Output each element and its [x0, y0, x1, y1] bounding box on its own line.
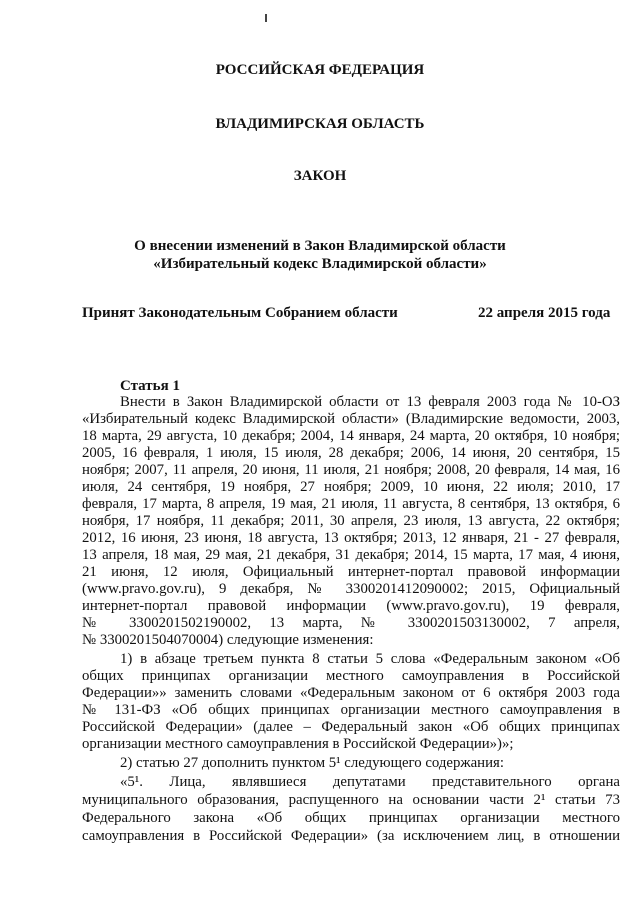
text-line: Российской Федерации» (далее – Федеральный закон «Об общих принципах — [82, 719, 620, 735]
article-heading: Статья 1 — [120, 378, 180, 394]
text-line: июля, 24 сентября, 19 ноября, 27 ноября; 2009, 10 июня, 22 июля; 2010, 17 — [82, 479, 620, 495]
text-line: № 3300201502190002, 13 марта, № 3300201503130002, 7 апреля, — [82, 615, 620, 631]
text-line: 1) в абзаце третьем пункта 8 статьи 5 слова «Федеральным законом «Об — [120, 651, 620, 667]
text-line: 2012, 16 июня, 23 июня, 18 августа, 13 октября; 2013, 12 января, 21 - 27 февраля, — [82, 530, 620, 546]
text-line: Федерального закона «Об общих принципах организации местного — [82, 810, 620, 826]
text-line: Федерации»» заменить словами «Федеральным законом от 6 октября 2003 года — [82, 685, 620, 701]
text-line: интернет-портал правовой информации (www.pravo.gov.ru), 19 февраля, — [82, 598, 620, 614]
text-line: ноября, 17 ноября, 11 декабря; 2011, 30 апреля, 23 июля, 13 августа, 22 октября; — [82, 513, 620, 529]
adopted-label: Принят Законодательным Собранием области — [82, 305, 398, 321]
text-line: организации местного самоуправления в Российской Федерации»)»; — [82, 736, 514, 752]
text-line: 13 апреля, 18 мая, 29 мая, 21 декабря, 31 декабря; 2014, 15 марта, 17 мая, 4 июня, — [82, 547, 620, 563]
text-line: общих принципах организации местного самоуправления в Российской — [82, 668, 620, 684]
text-line: ноября; 2007, 11 апреля, 20 июня, 11 июля, 21 ноября; 2008, 20 февраля, 14 мая, 16 — [82, 462, 620, 478]
adopted-date: 22 апреля 2015 года — [478, 305, 611, 321]
text-line: «5¹. Лица, являвшиеся депутатами представительного органа — [120, 774, 620, 790]
text-line: (www.pravo.gov.ru), 9 декабря, № 3300201412090002; 2015, Официальный — [82, 581, 620, 597]
law-title-line-1: О внесении изменений в Закон Владимирской области — [134, 238, 506, 254]
doc-type-heading: ЗАКОН — [293, 168, 347, 184]
country-heading: РОССИЙСКАЯ ФЕДЕРАЦИЯ — [215, 62, 425, 78]
text-line: № 3300201504070004) следующие изменения: — [82, 632, 374, 648]
law-title-line-2: «Избирательный кодекс Владимирской области» — [153, 256, 487, 272]
scan-mark — [265, 14, 267, 22]
text-line: 21 июня, 12 июля, Официальный интернет-портал правовой информации — [82, 564, 620, 580]
text-line: Внести в Закон Владимирской области от 13 февраля 2003 года № 10-ОЗ — [120, 394, 620, 410]
text-line: февраля, 17 марта, 8 апреля, 19 мая, 21 июля, 11 августа, 8 сентября, 13 октября, 6 — [82, 496, 620, 512]
text-line: 2) статью 27 дополнить пунктом 5¹ следующего содержания: — [120, 755, 504, 771]
text-line: 2005, 16 февраля, 1 июля, 15 июля, 28 декабря; 2006, 14 июня, 20 сентября, 15 — [82, 445, 620, 461]
text-line: 18 марта, 29 августа, 10 декабря; 2004, 14 января, 24 марта, 20 октября, 10 ноября; — [82, 428, 620, 444]
text-line: № 131-ФЗ «Об общих принципах организации местного самоуправления в — [82, 702, 620, 718]
text-line: муниципального образования, распущенного на основании части 2¹ статьи 73 — [82, 792, 620, 808]
region-heading: ВЛАДИМИРСКАЯ ОБЛАСТЬ — [215, 116, 425, 132]
text-line: самоуправления в Российской Федерации» (за исключением лиц, в отношении — [82, 828, 620, 844]
text-line: «Избирательный кодекс Владимирской области» (Владимирские ведомости, 2003, — [82, 411, 620, 427]
